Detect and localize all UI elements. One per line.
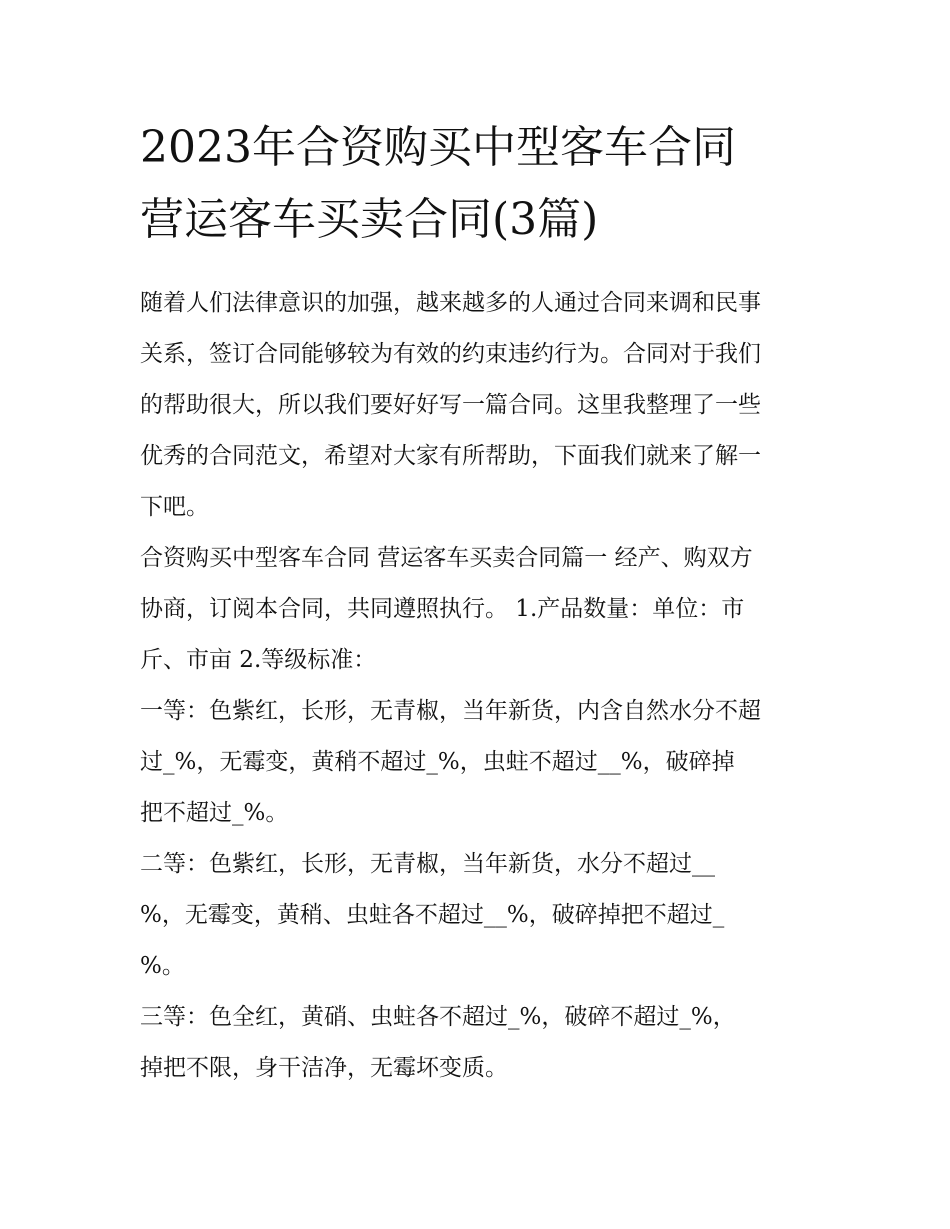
body-line-2: 关系，签订合同能够较为有效的约束违约行为。合同对于我们: [140, 341, 761, 367]
body-line-13: %，无霉变，黄稍、虫蛀各不超过__%，破碎掉把不超过_: [140, 902, 725, 928]
body-line-6: 合资购买中型客车合同 营运客车买卖合同篇一 经产、购双方: [140, 545, 753, 571]
body-line-5: 下吧。: [140, 494, 209, 520]
body-line-3: 的帮助很大，所以我们要好好写一篇合同。这里我整理了一些: [140, 392, 761, 418]
body-line-16: 掉把不限，身干洁净，无霉坏变质。: [140, 1055, 508, 1081]
body-line-9: 一等：色紫红，长形，无青椒，当年新货，内含自然水分不超: [140, 698, 761, 724]
body-line-10: 过_%，无霉变，黄稍不超过_%，虫蛀不超过__%，破碎掉: [140, 749, 735, 775]
body-line-15: 三等：色全红，黄硝、虫蛀各不超过_%，破碎不超过_%，: [140, 1004, 736, 1030]
body-line-11: 把不超过_%。: [140, 800, 289, 826]
body-line-1: 随着人们法律意识的加强，越来越多的人通过合同来调和民事: [140, 290, 761, 316]
document-body: [140, 278, 830, 1094]
title-line-2: 营运客车买卖合同(3篇): [140, 194, 599, 245]
body-line-8: 斤、市亩 2.等级标准：: [140, 647, 377, 673]
body-line-7: 协商，订阅本合同，共同遵照执行。 1.产品数量：单位：市: [140, 596, 745, 622]
body-line-4: 优秀的合同范文，希望对大家有所帮助，下面我们就来了解一: [140, 443, 761, 469]
document-title: [140, 112, 830, 256]
body-line-14: %。: [140, 953, 185, 979]
body-line-12: 二等：色紫红，长形，无青椒，当年新货，水分不超过__: [140, 851, 715, 877]
title-line-1: 2023年合资购买中型客车合同: [140, 122, 736, 173]
